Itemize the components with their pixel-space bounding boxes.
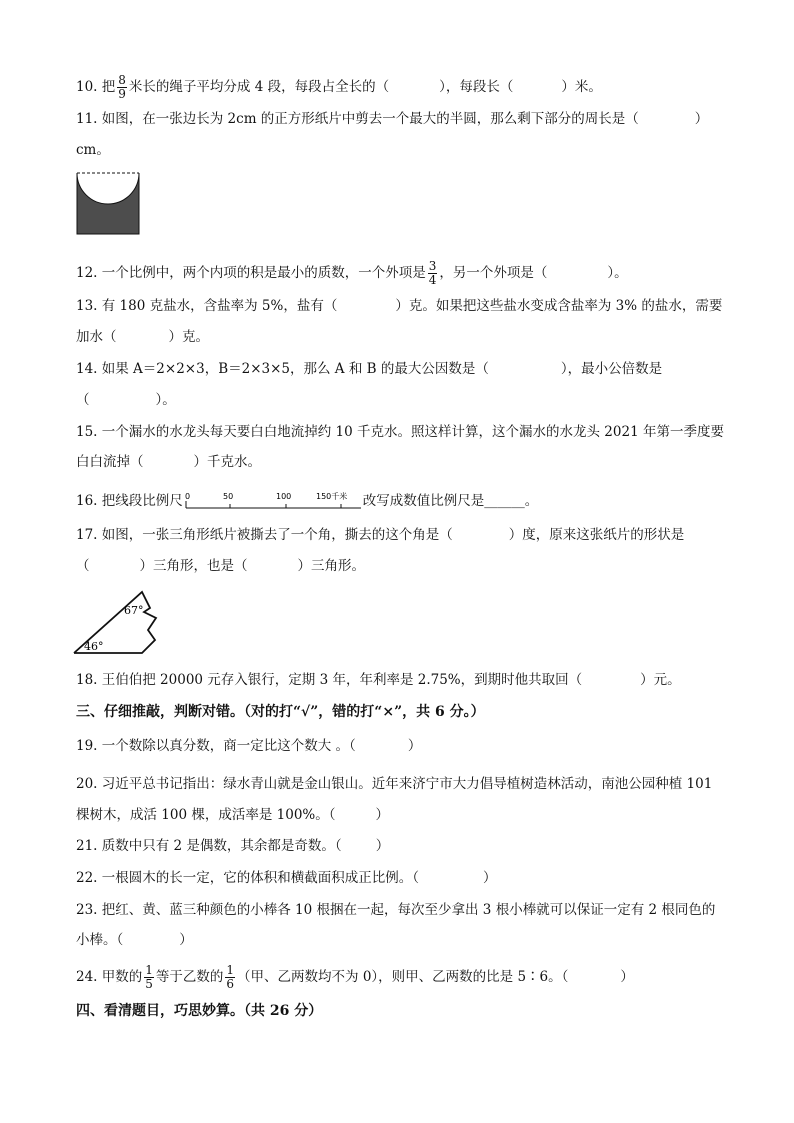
section-3-heading: 三、仔细推敲，判断对错。（对的打“√”，错的打“×”，共 6 分。） — [76, 704, 485, 720]
angle-67-label: 67° — [124, 604, 144, 617]
scale-label: 50 — [222, 492, 233, 501]
question-14: 14. 如果 A＝2×2×3，B＝2×3×5，那么 A 和 B 的最大公因数是（ ），最小公倍数是 — [76, 361, 663, 377]
question-21: 21. 质数中只有 2 是偶数，其余都是奇数。（ ） — [76, 838, 390, 854]
fraction: $\frac{1}{6}$ — [226, 963, 235, 991]
fraction: $\frac{3}{4}$ — [428, 259, 437, 287]
question-15-cont: 白白流掉（ ）千克水。 — [76, 454, 261, 470]
section-4-heading: 四、看清题目，巧思妙算。（共 26 分） — [76, 1003, 323, 1019]
question-14-cont: （ ）。 — [76, 392, 176, 408]
angle-46-label: 46° — [84, 640, 104, 653]
question-18: 18. 王伯伯把 20000 元存入银行，定期 3 年，年利率是 2.75%，到期时他共取回（ ）元。 — [76, 672, 681, 688]
scale-label: 0 — [184, 492, 190, 501]
question-16: 16. 把线段比例尺 0 50 100 150千米 改写成数值比例尺是______。 — [76, 489, 538, 513]
question-11: 11. 如图，在一张边长为 2cm 的正方形纸片中剪去一个最大的半圆，那么剩下部分的周长是（ ） — [76, 111, 709, 127]
question-20-cont: 棵树木，成活 100 棵，成活率是 100%。（ ） — [76, 807, 389, 823]
square-semicircle-figure — [76, 172, 142, 236]
question-10: 10. 把 $\frac{8}{9}$ 米长的绳子平均分成 4 段，每段占全长的（ ），每段长（ ）米。 — [76, 73, 602, 101]
question-12: 12. 一个比例中，两个内项的积是最小的质数，一个外项是 $\frac{3}{4}$ ，另一个外项是（ ）。 — [76, 259, 628, 287]
fraction: $\frac{8}{9}$ — [118, 73, 126, 101]
question-22: 22. 一根圆木的长一定，它的体积和横截面积成正比例。（ ） — [76, 870, 497, 886]
question-23-cont: 小棒。（ ） — [76, 932, 193, 948]
question-13-cont: 加水（ ）克。 — [76, 329, 209, 345]
scale-label: 100 — [275, 492, 292, 501]
question-24: 24. 甲数的 $\frac{1}{5}$ 等于乙数的 $\frac{1}{6}$ （甲、乙两数均不为 0），则甲、乙两数的比是 5∶6。（ ） — [76, 963, 634, 991]
question-19: 19. 一个数除以真分数，商一定比这个数大 。（ ） — [76, 738, 422, 754]
scale-label: 150千米 — [315, 492, 348, 501]
question-11-cont: cm。 — [76, 142, 110, 158]
question-23: 23. 把红、黄、蓝三种颜色的小棒各 10 根捆在一起，每次至少拿出 3 根小棒就可以保证一定有 2 根同色的 — [76, 902, 716, 918]
question-17: 17. 如图，一张三角形纸片被撕去了一个角，撕去的这个角是（ ）度，原来这张纸片的形状是 — [76, 527, 685, 543]
line-scale — [183, 489, 363, 513]
question-15: 15. 一个漏水的水龙头每天要白白地流掉约 10 千克水。照这样计算，这个漏水的水龙头 2021 年第一季度要 — [76, 424, 724, 440]
question-17-cont: （ ）三角形，也是（ ）三角形。 — [76, 558, 365, 574]
question-20: 20. 习近平总书记指出：绿水青山就是金山银山。近年来济宁市大力倡导植树造林活动，南池公园种植 101 — [76, 776, 713, 792]
torn-triangle-figure — [72, 588, 160, 656]
question-13: 13. 有 180 克盐水，含盐率为 5%，盐有（ ）克。如果把这些盐水变成含盐率为 3% 的盐水，需要 — [76, 298, 723, 314]
fraction: $\frac{1}{5}$ — [145, 963, 153, 991]
